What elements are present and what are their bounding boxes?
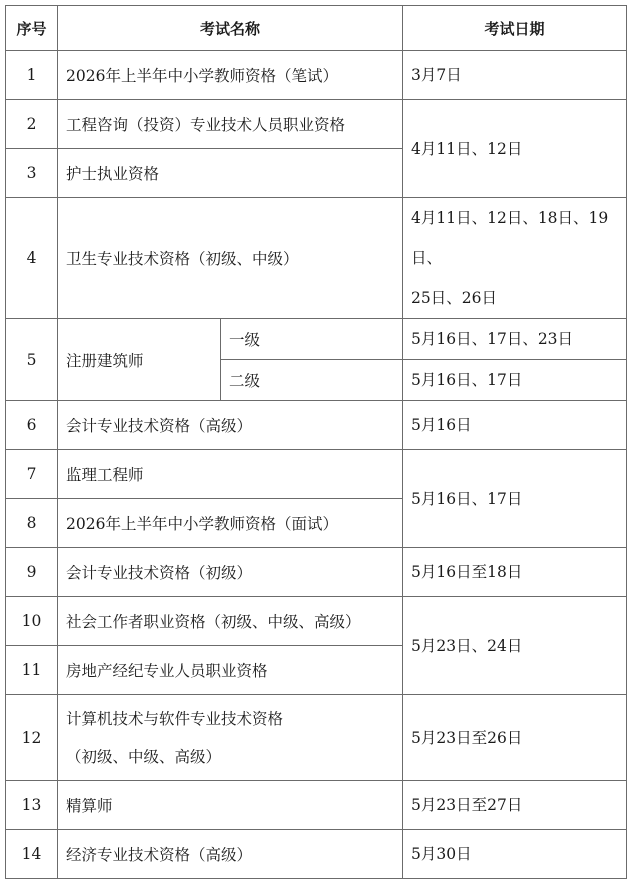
exam-name: 经济专业技术资格（高级） bbox=[58, 830, 403, 879]
row-index: 3 bbox=[6, 149, 58, 198]
exam-name: 房地产经纪专业人员职业资格 bbox=[58, 646, 403, 695]
table-row bbox=[6, 695, 627, 781]
exam-schedule bbox=[5, 5, 627, 879]
exam-level: 二级 bbox=[221, 360, 403, 401]
exam-date: 5月16日、17日 bbox=[403, 360, 627, 401]
exam-level: 一级 bbox=[221, 319, 403, 360]
exam-date-line: 4月11日、12日、18日、19日、 bbox=[411, 209, 609, 267]
row-index: 7 bbox=[6, 450, 58, 499]
exam-date: 4月11日、12日 bbox=[403, 100, 627, 198]
exam-date: 5月23日至27日 bbox=[403, 781, 627, 830]
header-exam-date: 考试日期 bbox=[403, 6, 627, 51]
header-exam-name: 考试名称 bbox=[58, 6, 403, 51]
exam-name: 2026年上半年中小学教师资格（笔试） bbox=[58, 51, 403, 100]
exam-name: 2026年上半年中小学教师资格（面试） bbox=[58, 499, 403, 548]
table-row bbox=[6, 100, 627, 149]
exam-name-line: （初级、中级、高级） bbox=[66, 747, 222, 766]
table-row bbox=[6, 830, 627, 879]
exam-date: 3月7日 bbox=[403, 51, 627, 100]
row-index: 12 bbox=[6, 695, 58, 781]
exam-name: 工程咨询（投资）专业技术人员职业资格 bbox=[58, 100, 403, 149]
exam-name: 监理工程师 bbox=[58, 450, 403, 499]
exam-name: 社会工作者职业资格（初级、中级、高级） bbox=[58, 597, 403, 646]
table-row bbox=[6, 198, 627, 319]
exam-date: 5月23日、24日 bbox=[403, 597, 627, 695]
exam-name: 注册建筑师 bbox=[58, 319, 221, 401]
exam-date bbox=[403, 198, 627, 319]
table-row bbox=[6, 319, 627, 360]
exam-date: 5月16日至18日 bbox=[403, 548, 627, 597]
row-index: 9 bbox=[6, 548, 58, 597]
exam-schedule-table bbox=[5, 5, 627, 879]
row-index: 6 bbox=[6, 401, 58, 450]
row-index: 14 bbox=[6, 830, 58, 879]
exam-name: 会计专业技术资格（初级） bbox=[58, 548, 403, 597]
table-row bbox=[6, 548, 627, 597]
exam-name: 护士执业资格 bbox=[58, 149, 403, 198]
row-index: 2 bbox=[6, 100, 58, 149]
exam-date: 5月30日 bbox=[403, 830, 627, 879]
row-index: 11 bbox=[6, 646, 58, 695]
table-row bbox=[6, 597, 627, 646]
table-row bbox=[6, 51, 627, 100]
header-index: 序号 bbox=[6, 6, 58, 51]
exam-date: 5月16日、17日 bbox=[403, 450, 627, 548]
exam-date-line: 25日、26日 bbox=[411, 289, 497, 307]
row-index: 10 bbox=[6, 597, 58, 646]
row-index: 4 bbox=[6, 198, 58, 319]
table-header-row bbox=[6, 6, 627, 51]
row-index: 8 bbox=[6, 499, 58, 548]
table-row bbox=[6, 781, 627, 830]
row-index: 5 bbox=[6, 319, 58, 401]
table-row bbox=[6, 401, 627, 450]
exam-name bbox=[58, 695, 403, 781]
exam-name: 精算师 bbox=[58, 781, 403, 830]
exam-date: 5月16日 bbox=[403, 401, 627, 450]
exam-name: 卫生专业技术资格（初级、中级） bbox=[58, 198, 403, 319]
table-row bbox=[6, 450, 627, 499]
row-index: 1 bbox=[6, 51, 58, 100]
row-index: 13 bbox=[6, 781, 58, 830]
exam-date: 5月16日、17日、23日 bbox=[403, 319, 627, 360]
exam-date: 5月23日至26日 bbox=[403, 695, 627, 781]
exam-name-line: 计算机技术与软件专业技术资格 bbox=[66, 709, 284, 728]
exam-name: 会计专业技术资格（高级） bbox=[58, 401, 403, 450]
